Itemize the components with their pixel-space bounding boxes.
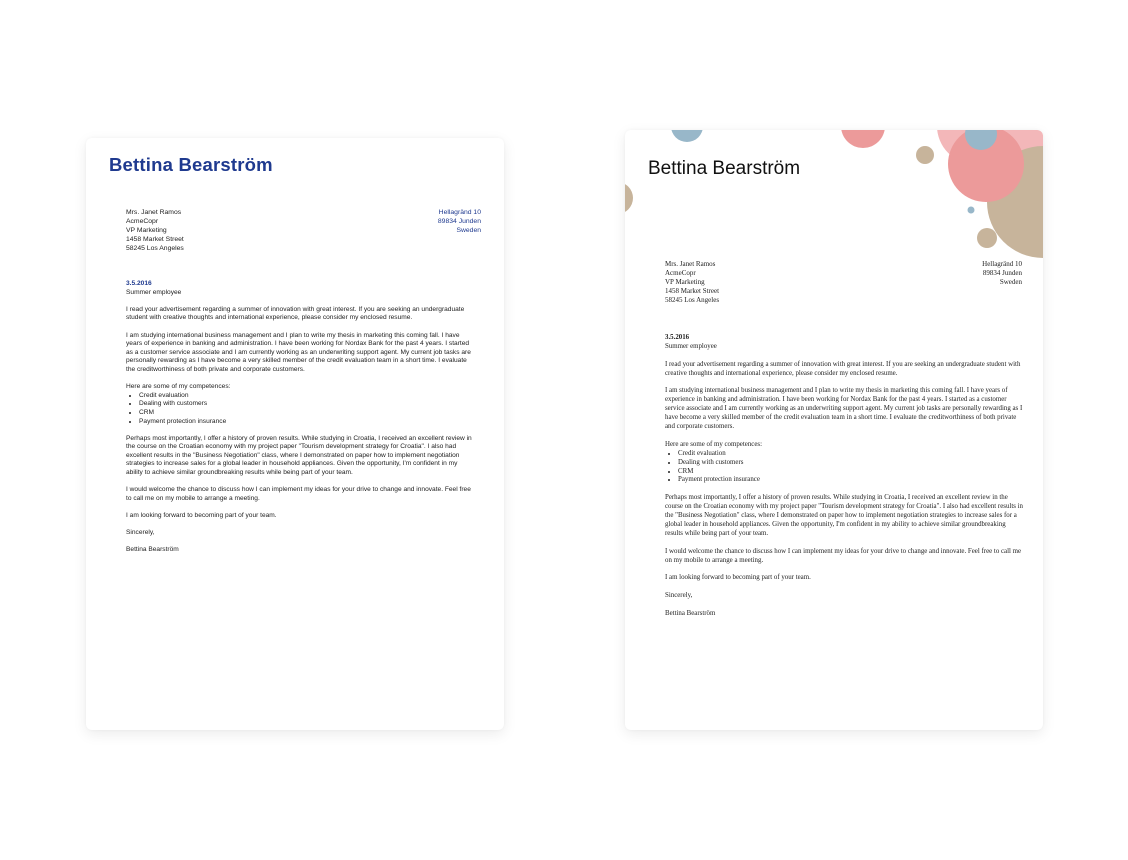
competence-item: • CRM (678, 468, 1023, 477)
competence-item: • Credit evaluation (678, 450, 1023, 459)
competence-item: • Dealing with customers (139, 400, 476, 409)
letter-name-heading: Bettina Bearström (648, 158, 801, 179)
letter-paragraph: I am looking forward to becoming part of your team. (126, 512, 277, 520)
competence-item: • Payment protection insurance (139, 418, 476, 427)
cover-letter-template-circles[interactable] (625, 130, 1043, 730)
competence-item: • Credit evaluation (139, 392, 476, 401)
sender-line: Sweden (999, 278, 1022, 286)
deco-circle (841, 130, 885, 148)
competences-intro: Here are some of my competences: (665, 440, 763, 448)
recipient-line: VP Marketing (665, 278, 705, 286)
letter-paragraph: I would welcome the chance to discuss how I can implement my ideas for your drive to change and innovate. Feel free to call me on my mobile to arrange a meeting. (665, 547, 1022, 564)
letter-body (126, 280, 476, 564)
cover-letter-template-blue[interactable] (86, 138, 504, 730)
competence-item: • Dealing with customers (678, 459, 1023, 468)
recipient-line: Mrs. Janet Ramos (126, 209, 182, 216)
sender-line: 89834 Junden (982, 269, 1022, 277)
competences-list (126, 392, 476, 426)
recipient-address (665, 260, 719, 305)
letter-body (665, 334, 1023, 628)
sender-address (438, 208, 481, 235)
competence-item: • CRM (139, 409, 476, 418)
decorative-circles (625, 130, 1043, 260)
sender-address (982, 260, 1022, 287)
sender-line: Sweden (456, 227, 481, 235)
recipient-line: AcmeCopr (665, 269, 696, 277)
recipient-line: 1458 Market Street (665, 287, 720, 295)
letter-subject: Summer employee (126, 288, 182, 296)
deco-circle (671, 130, 703, 142)
recipient-line: AcmeCopr (126, 218, 159, 226)
deco-circle (625, 182, 633, 214)
letter-signature: Bettina Bearström (126, 546, 179, 554)
letter-paragraph: I am studying international business management and I plan to write my thesis in marketing this coming fall. I have years of experience in banking and administration. I have been working for Nordax Bank for the past 4 years. I started as a customer service associate and I am currently working as an underwriting support agent. My current job tasks are personally rewarding as I have become a very skilled member of the credit evaluation team in a short time. I evaluate the creditworthiness of both private and corporate customers. (126, 331, 471, 373)
deco-circle (977, 228, 997, 248)
competence-item: • Payment protection insurance (678, 476, 1023, 485)
letter-paragraph: I would welcome the chance to discuss how I can implement my ideas for your drive to change and innovate. Feel free to call me on my mobile to arrange a meeting. (126, 486, 471, 502)
deco-circle (968, 207, 975, 214)
letter-paragraph: I am looking forward to becoming part of your team. (665, 574, 811, 582)
letter-closing: Sincerely, (665, 592, 693, 600)
competences-intro: Here are some of my competences: (126, 383, 231, 391)
competences-list (665, 450, 1023, 486)
sender-line: Hellagränd 10 (982, 260, 1022, 268)
recipient-line: Mrs. Janet Ramos (665, 260, 716, 268)
recipient-address (126, 208, 184, 253)
letter-paragraph: I am studying international business management and I plan to write my thesis in marketing this coming fall. I have years of experience in banking and administration. I have been working for Nordax Bank for the past 4 years. I started as a customer service associate and I am currently working as an underwriting support agent. My current job tasks are personally rewarding as I have become a very skilled member of the credit evaluation team in a short time. I evaluate the creditworthiness of both private and corporate customers. (665, 387, 1023, 431)
recipient-line: 58245 Los Angeles (665, 296, 720, 304)
recipient-line: 1458 Market Street (126, 236, 184, 244)
sender-line: 89834 Junden (437, 218, 481, 226)
letter-paragraph: Perhaps most importantly, I offer a history of proven results. While studying in Croatia, I received an excellent review in the course on the Croatian economy with my project paper "Tourism development strategy for Croatia". I also had excellent results in the "Business Negotiation" class, where I demonstrated on paper how to implement negotiation strategies to increase sales for a global leader in household appliances. Given the opportunity, I'm confident in my ability to achieve similar groundbreaking results while being part of your team. (126, 434, 472, 477)
letter-paragraph: I read your advertisement regarding a summer of innovation with great interest. If you are seeking an undergraduate student with creative thoughts and international experience, please consider my enclosed resume. (665, 360, 1021, 377)
recipient-line: 58245 Los Angeles (126, 245, 184, 253)
deco-circle (916, 146, 934, 164)
letter-paragraph: I read your advertisement regarding a summer of innovation with great interest. If you are seeking an undergraduate student with creative thoughts and international experience, please consider my enclosed resume. (126, 305, 465, 322)
letter-subject: Summer employee (665, 342, 717, 350)
letter-name-heading: Bettina Bearström (109, 154, 273, 175)
letter-date: 3.5.2016 (665, 334, 690, 341)
letter-signature: Bettina Bearström (665, 609, 716, 617)
recipient-line: VP Marketing (126, 227, 167, 235)
letter-date: 3.5.2016 (126, 280, 152, 287)
letter-closing: Sincerely, (126, 529, 155, 537)
letter-paragraph: Perhaps most importantly, I offer a history of proven results. While studying in Croatia, I received an excellent review in the course on the Croatian economy with my project paper "Tourism development strategy for Croatia". I also had excellent results in the "Business Negotiation" class, where I demonstrated on paper how to implement negotiation strategies to increase sales for a global leader in household appliances. Given the opportunity, I'm confident in my ability to achieve similar groundbreaking results while being part of your team. (665, 494, 1023, 537)
sender-line: Hellagränd 10 (438, 209, 481, 216)
